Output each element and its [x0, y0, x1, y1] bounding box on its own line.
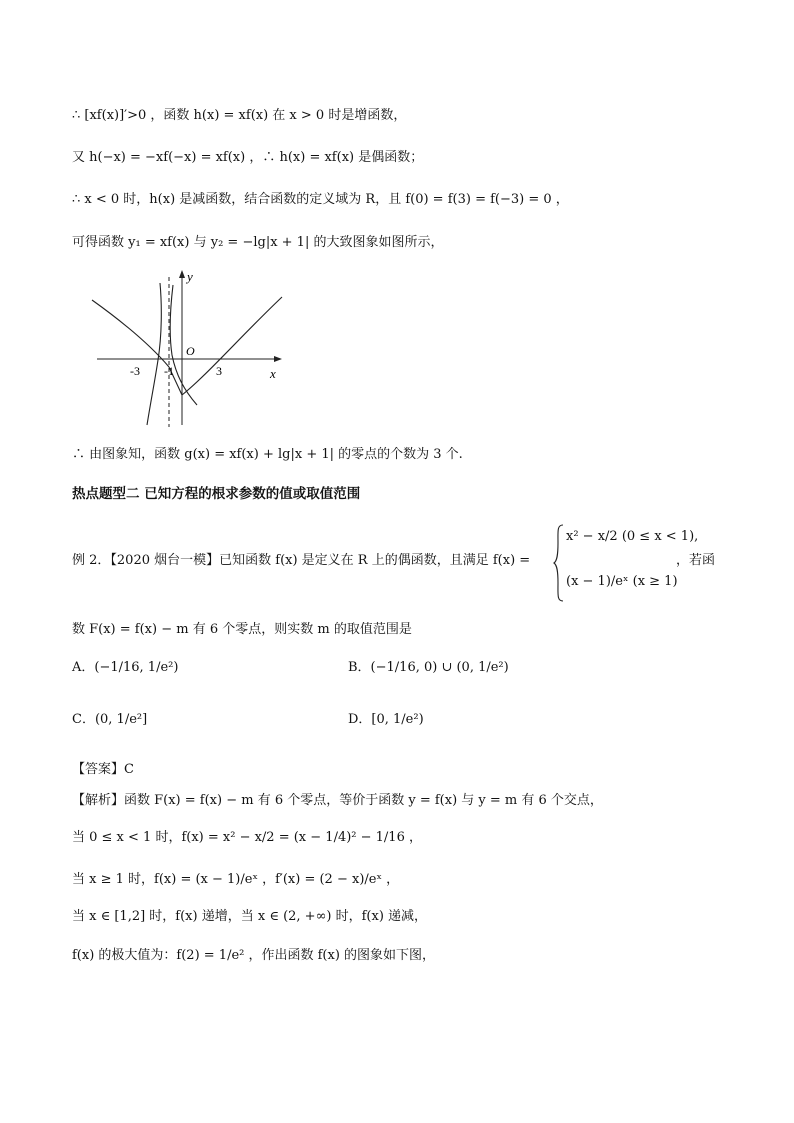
line-4: 可得函数 y₁ = xf(x) 与 y₂ = −lg|x + 1| 的大致图象如图所示，	[72, 235, 444, 250]
tick-label-neg3: -3	[130, 364, 140, 378]
x-axis-arrow	[274, 356, 282, 362]
analysis-line-2: 当 0 ≤ x < 1 时，f(x) = x² − x/2 = (x − 1/4)² − 1/16 ，	[72, 830, 422, 845]
x-axis-label: x	[270, 366, 276, 381]
piecewise-brace	[553, 523, 565, 603]
y-axis-arrow	[179, 270, 185, 278]
tick-label-3: 3	[216, 364, 222, 378]
line-3: ∴ x < 0 时，h(x) 是减函数，结合函数的定义域为 R，且 f(0) = f(3) = f(−3) = 0 ，	[72, 192, 569, 207]
section-heading: 热点题型二 已知方程的根求参数的值或取值范围	[72, 486, 361, 502]
function-graph	[72, 265, 302, 435]
option-b[interactable]: B．(−1/16, 0) ∪ (0, 1/e²)	[348, 660, 509, 675]
line-2: 又 h(−x) = −xf(−x) = xf(x) ，∴ h(x) = xf(x) 是偶函数；	[72, 150, 424, 165]
piecewise-case-1: x² − x/2 (0 ≤ x < 1),	[566, 529, 699, 544]
line-5: ∴ 由图象知，函数 g(x) = xf(x) + lg|x + 1| 的零点的个数为 3 个.	[72, 447, 463, 462]
option-d[interactable]: D．[0, 1/e²)	[348, 712, 424, 727]
curve-y1-right	[182, 297, 282, 395]
curve-y1-left	[92, 300, 169, 367]
tick-label-neg1: -1	[164, 364, 174, 378]
line-1: ∴ [xf(x)]′>0 ，函数 h(x) = xf(x) 在 x > 0 时是增函数，	[72, 108, 407, 123]
y-axis-label: y	[187, 269, 193, 284]
analysis-line-5: f(x) 的极大值为：f(2) = 1/e² ，作出函数 f(x) 的图象如下图，	[72, 948, 436, 963]
answer: 【答案】C	[72, 762, 134, 777]
example-intro: 例 2．【2020 烟台一模】已知函数 f(x) 是定义在 R 上的偶函数，且满足 f(x) =	[72, 553, 531, 568]
option-a[interactable]: A．(−1/16, 1/e²)	[72, 660, 179, 675]
option-c[interactable]: C．(0, 1/e²]	[72, 712, 148, 727]
analysis-line-1: 【解析】函数 F(x) = f(x) − m 有 6 个零点，等价于函数 y = f(x) 与 y = m 有 6 个交点，	[72, 793, 603, 808]
example-intro-tail: ，若函	[676, 553, 716, 568]
analysis-line-4: 当 x ∈ [1,2] 时，f(x) 递增，当 x ∈ (2, +∞) 时，f(x) 递减，	[72, 909, 428, 924]
example-line-2: 数 F(x) = f(x) − m 有 6 个零点，则实数 m 的取值范围是	[72, 622, 412, 637]
origin-label: O	[186, 344, 195, 358]
analysis-line-3: 当 x ≥ 1 时，f(x) = (x − 1)/eˣ ，f′(x) = (2 − x)/eˣ ，	[72, 872, 400, 887]
curve-y2-left	[147, 283, 161, 425]
piecewise-case-2: (x − 1)/eˣ (x ≥ 1)	[566, 574, 678, 589]
